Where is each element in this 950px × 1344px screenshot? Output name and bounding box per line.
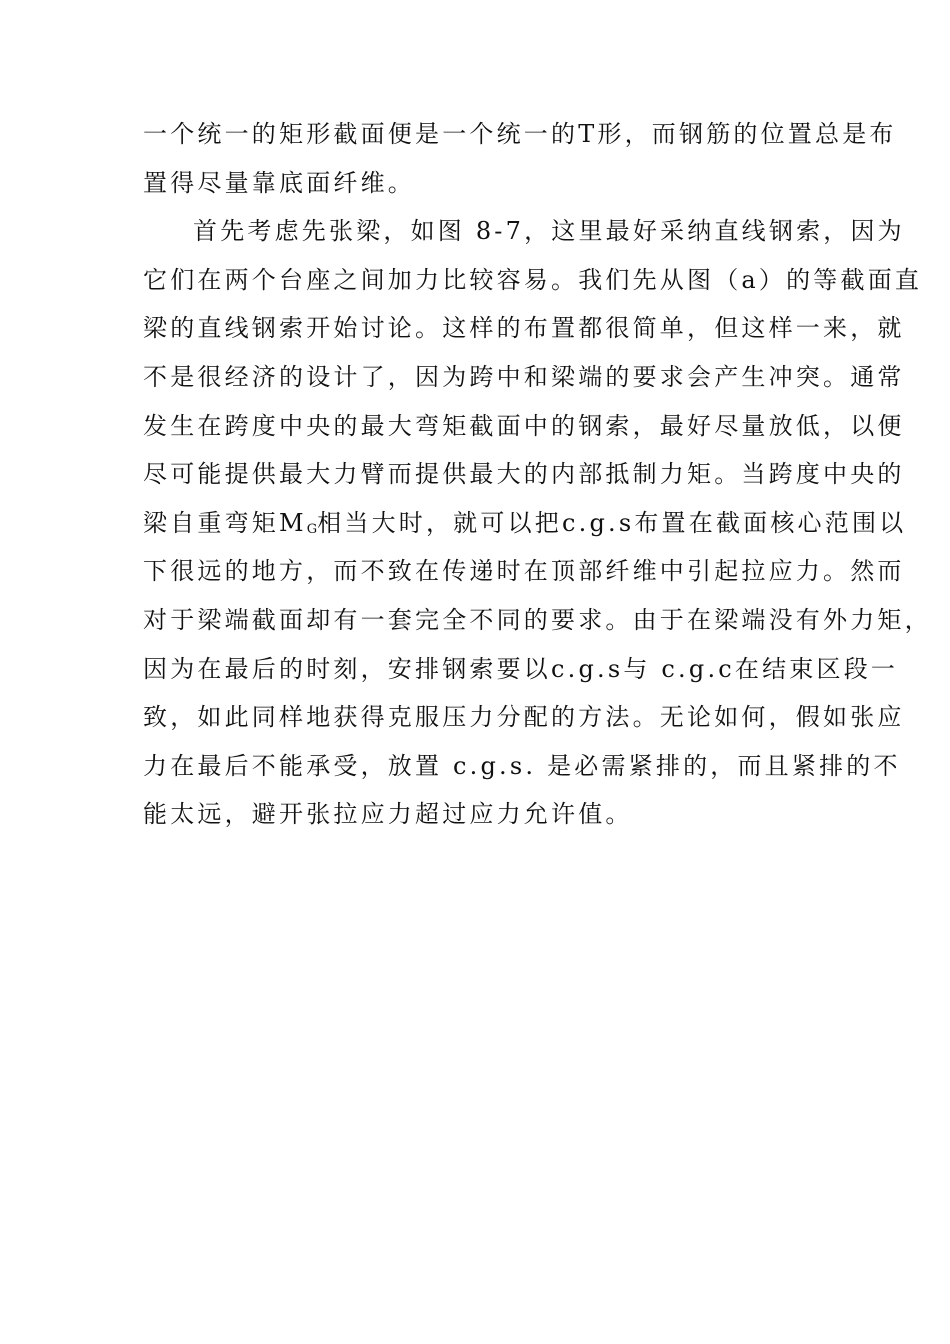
text-line-with-subscript [143,499,907,548]
text-line: 下很远的地方，而不致在传递时在顶部纤维中引起拉应力。然而 [143,557,905,586]
paragraph-first-line: 首先考虑先张梁，如图 8-7，这里最好采纳直线钢索，因为 [193,217,905,246]
text-line: 致，如此同样地获得克服压力分配的方法。无论如何，假如张应 [143,703,905,732]
text-line: 不是很经济的设计了，因为跨中和梁端的要求会产生冲突。通常 [143,362,905,391]
text-line: 置得尽量靠底面纤维。 [143,168,415,197]
text-line: 对于梁端截面却有一套完全不同的要求。由于在梁端没有外力矩， [143,605,932,634]
subscript-g: G [306,521,318,537]
text-line: 因为在最后的时刻，安排钢索要以c.g.s与 c.g.c在结束区段一 [143,654,899,683]
text-line: 力在最后不能承受，放置 c.g.s. 是必需紧排的，而且紧排的不 [143,751,901,780]
text-line: 它们在两个台座之间加力比较容易。我们先从图（a）的等截面直 [143,265,923,294]
body-text [143,110,932,839]
text-line: 梁的直线钢索开始讨论。这样的布置都很简单，但这样一来，就 [143,314,905,343]
text-segment: 梁自重弯矩M [143,508,307,537]
text-line: 发生在跨度中央的最大弯矩截面中的钢索，最好尽量放低，以便 [143,411,905,440]
text-line: 尽可能提供最大力臂而提供最大的内部抵制力矩。当跨度中央的 [143,460,905,489]
text-line: 一个统一的矩形截面便是一个统一的T形，而钢筋的位置总是布 [143,120,897,148]
text-line: 能太远，避开张拉应力超过应力允许值。 [143,800,633,829]
text-segment: 相当大时，就可以把c.g.s布置在截面核心范围以 [317,508,907,537]
